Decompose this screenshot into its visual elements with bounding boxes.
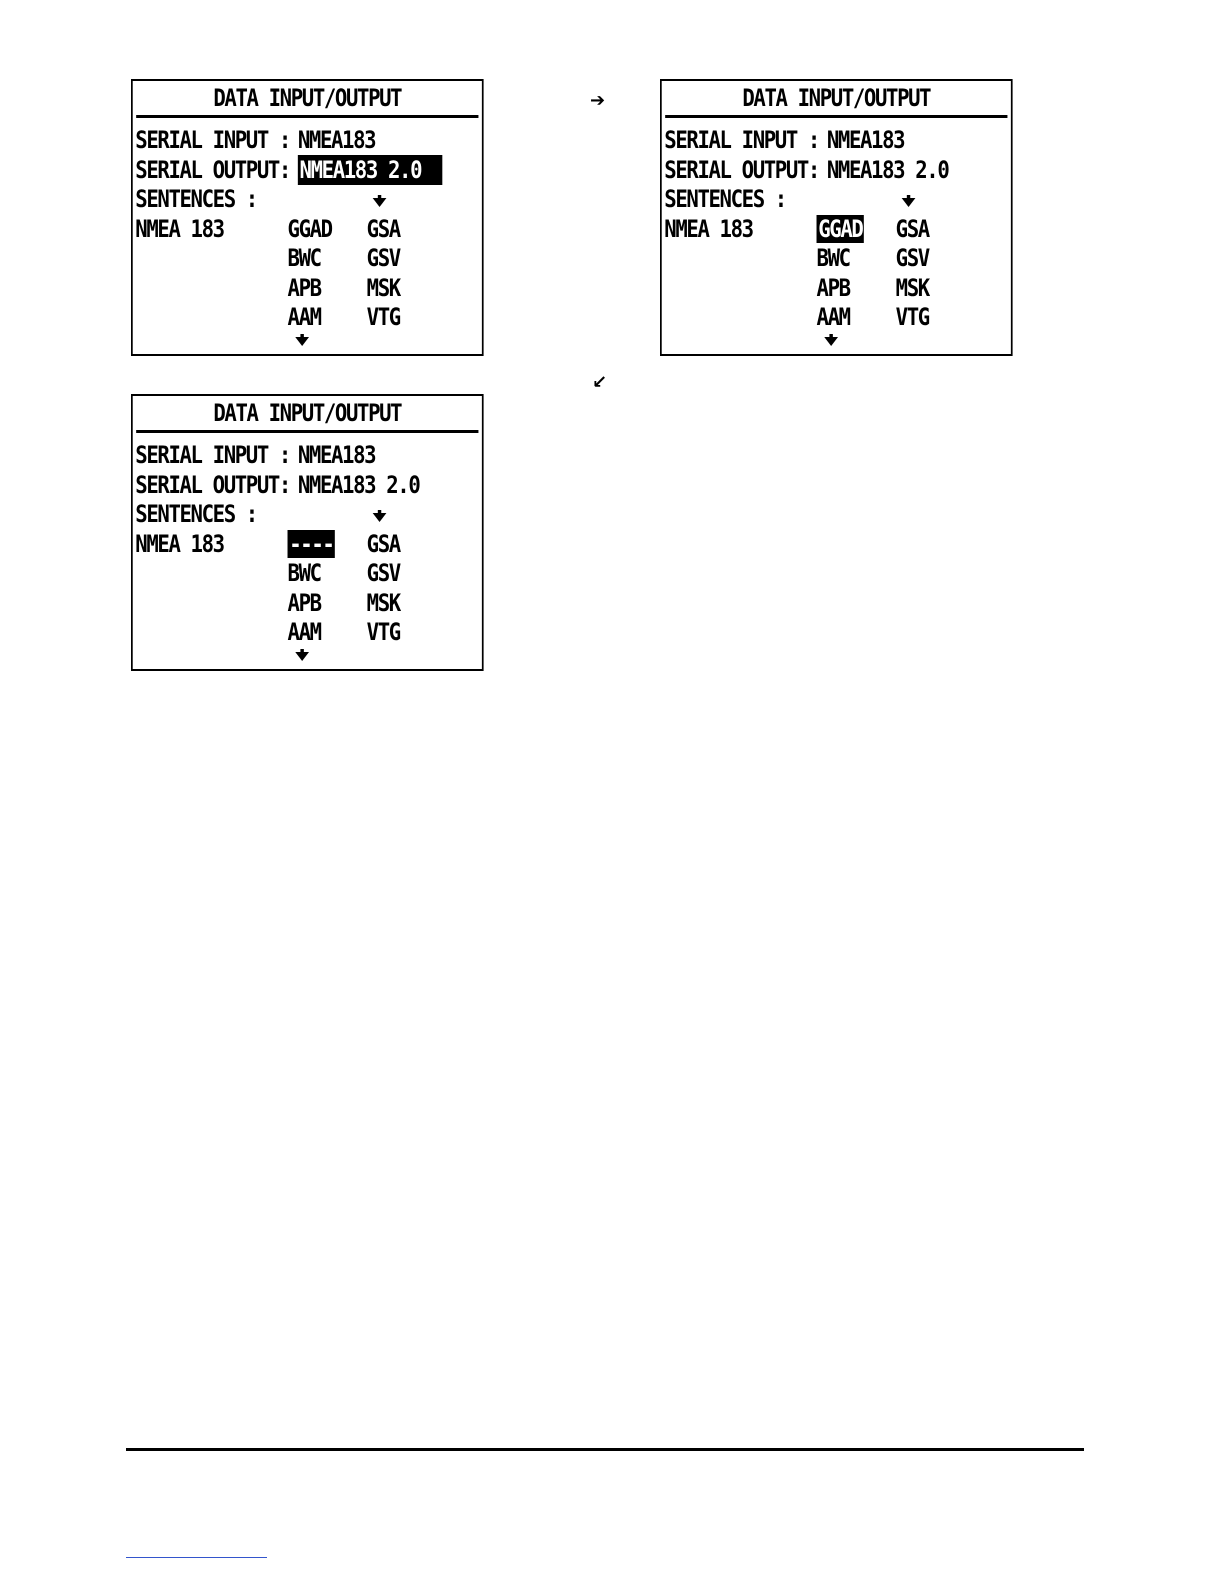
serial-output-value[interactable]: NMEA183 2.0 bbox=[826, 156, 949, 184]
colon: : bbox=[807, 126, 819, 154]
sentence-item[interactable]: MSK bbox=[366, 589, 400, 617]
scroll-down-triangle-icon bbox=[824, 337, 838, 346]
lcd-screen-2 bbox=[660, 79, 1013, 356]
sentence-item[interactable]: BWC bbox=[287, 559, 321, 587]
screen-title: DATA INPUT/OUTPUT bbox=[136, 81, 478, 118]
sentence-item[interactable]: VTG bbox=[366, 303, 400, 331]
sentence-item[interactable]: AAM bbox=[287, 618, 321, 646]
scroll-down-triangle-icon bbox=[295, 337, 309, 346]
serial-input-label: SERIAL INPUT bbox=[135, 441, 268, 469]
sentences-label: SENTENCES : bbox=[135, 185, 257, 213]
protocol-label: NMEA 183 bbox=[135, 530, 224, 558]
serial-input-value[interactable]: NMEA183 bbox=[297, 441, 376, 469]
sentence-item-highlighted[interactable]: GGAD bbox=[818, 215, 863, 243]
sentence-item[interactable]: GSV bbox=[366, 559, 400, 587]
sentence-item[interactable]: APB bbox=[816, 274, 850, 302]
sentence-item[interactable]: VTG bbox=[895, 303, 929, 331]
serial-input-value[interactable]: NMEA183 bbox=[297, 126, 376, 154]
colon: : bbox=[807, 156, 819, 184]
colon: : bbox=[278, 441, 290, 469]
serial-input-value[interactable]: NMEA183 bbox=[826, 126, 905, 154]
serial-output-value[interactable]: NMEA183 2.0 bbox=[297, 471, 420, 499]
sentence-item[interactable]: MSK bbox=[366, 274, 400, 302]
sentence-item[interactable]: GSA bbox=[366, 530, 400, 558]
colon: : bbox=[278, 126, 290, 154]
footer-divider bbox=[126, 1448, 1084, 1451]
sentence-item[interactable]: GSV bbox=[895, 244, 929, 272]
sentence-item[interactable]: VTG bbox=[366, 618, 400, 646]
scroll-up-triangle-icon bbox=[373, 198, 387, 207]
footer-link-underline bbox=[126, 1557, 267, 1558]
sentence-item[interactable]: APB bbox=[287, 274, 321, 302]
down-left-arrow-icon: ↙ bbox=[592, 372, 608, 393]
sentence-item[interactable]: MSK bbox=[895, 274, 929, 302]
sentence-item[interactable]: AAM bbox=[287, 303, 321, 331]
serial-output-label: SERIAL OUTPUT bbox=[664, 156, 808, 184]
sentence-item-selected[interactable] bbox=[817, 214, 865, 244]
sentence-item[interactable]: BWC bbox=[816, 244, 850, 272]
serial-output-label: SERIAL OUTPUT bbox=[135, 471, 279, 499]
colon: : bbox=[278, 471, 290, 499]
scroll-up-triangle-icon bbox=[373, 513, 387, 522]
sentence-item[interactable]: GSA bbox=[366, 215, 400, 243]
serial-output-value-highlighted[interactable]: NMEA183 2.0 bbox=[298, 155, 442, 185]
protocol-label: NMEA 183 bbox=[135, 215, 224, 243]
lcd-screen-3 bbox=[131, 394, 484, 671]
sentence-item[interactable]: GSA bbox=[895, 215, 929, 243]
screen-title: DATA INPUT/OUTPUT bbox=[136, 396, 478, 433]
right-arrow-icon: ➔ bbox=[590, 90, 606, 111]
sentence-item[interactable]: APB bbox=[287, 589, 321, 617]
sentence-item[interactable]: GGAD bbox=[287, 215, 332, 243]
scroll-up-triangle-icon bbox=[902, 198, 916, 207]
scroll-down-triangle-icon bbox=[295, 652, 309, 661]
sentence-item-highlighted[interactable]: ---- bbox=[289, 530, 334, 558]
serial-output-label: SERIAL OUTPUT bbox=[135, 156, 279, 184]
sentences-label: SENTENCES : bbox=[664, 185, 786, 213]
protocol-label: NMEA 183 bbox=[664, 215, 753, 243]
serial-output-value[interactable] bbox=[298, 155, 442, 185]
sentence-item[interactable]: GSV bbox=[366, 244, 400, 272]
screen-title: DATA INPUT/OUTPUT bbox=[665, 81, 1007, 118]
sentence-item[interactable]: BWC bbox=[287, 244, 321, 272]
colon: : bbox=[278, 156, 290, 184]
lcd-screen-1 bbox=[131, 79, 484, 356]
sentences-label: SENTENCES : bbox=[135, 500, 257, 528]
sentence-item[interactable]: AAM bbox=[816, 303, 850, 331]
serial-input-label: SERIAL INPUT bbox=[135, 126, 268, 154]
sentence-item-selected[interactable] bbox=[288, 529, 336, 559]
serial-input-label: SERIAL INPUT bbox=[664, 126, 797, 154]
